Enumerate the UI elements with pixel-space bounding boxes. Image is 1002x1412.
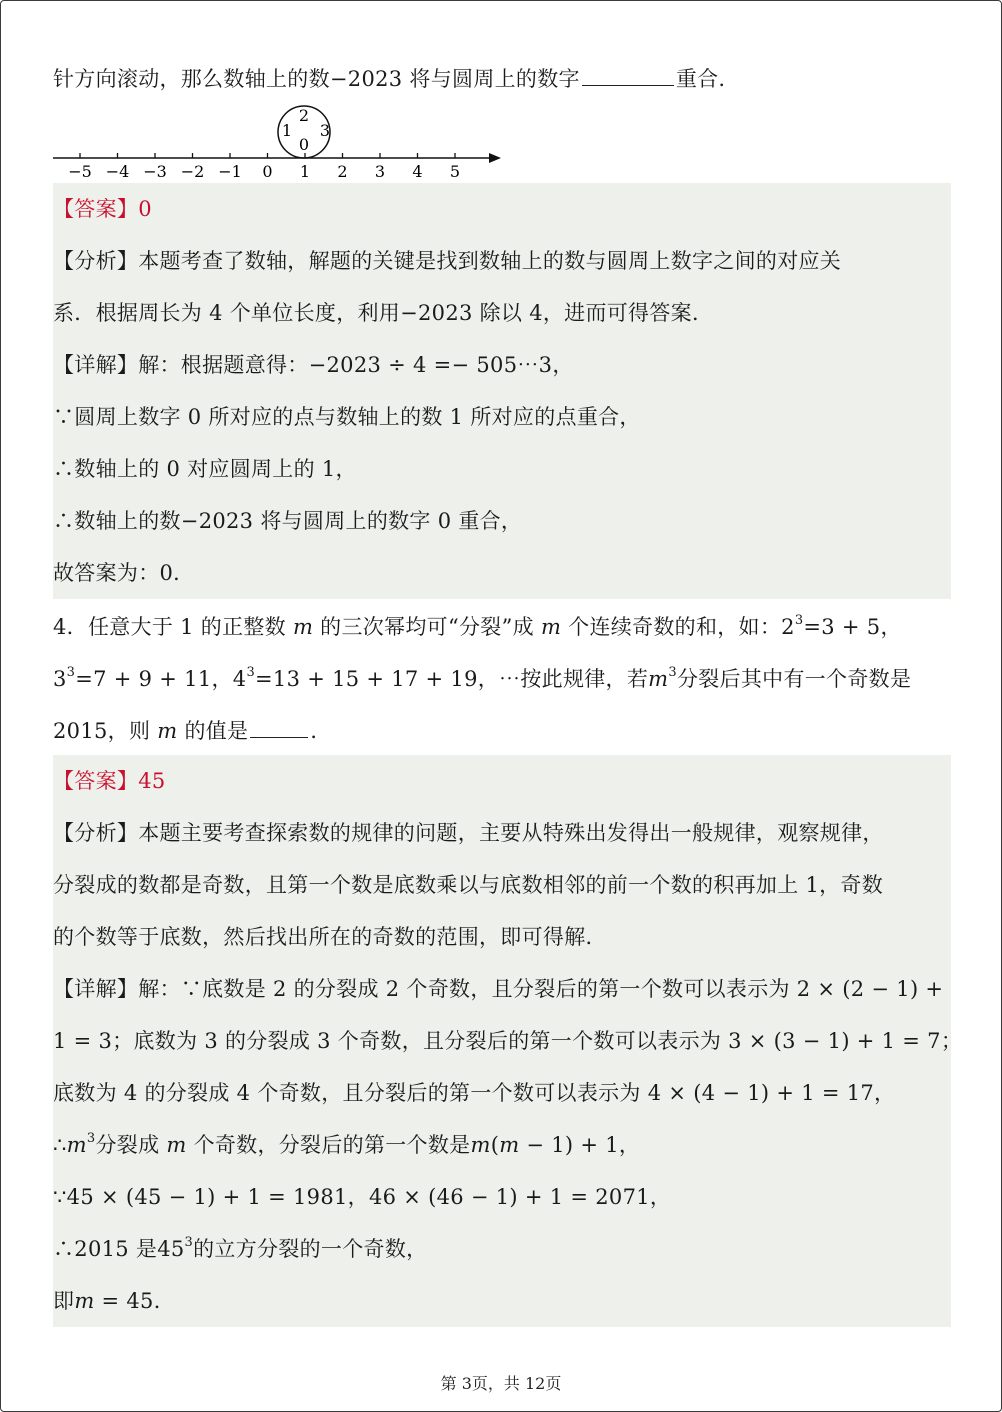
text-span: ∴2015 是45 <box>53 1237 185 1261</box>
text-span: 个奇数，分裂后的第一个数是 <box>193 1133 471 1157</box>
text-span: ． <box>310 719 332 743</box>
analysis-4-line-1: 【分析】本题主要考查探索数的规律的问题，主要从特殊出发得出一般规律，观察规律， <box>53 821 884 845</box>
axis-tick-label: −1 <box>218 162 242 181</box>
text-span: =13 + 15 + 17 + 19，⋯按此规律，若 <box>255 667 649 691</box>
analysis-4-line-2: 分裂成的数都是奇数，且第一个数是底数乘以与底数相邻的前一个数的积再加上 1，奇数 <box>53 873 884 897</box>
detail-3-line-1: 【详解】解：根据题意得：−2023 ÷ 4 =− 505⋯3， <box>53 353 574 377</box>
detail-3-line-5: 故答案为：0． <box>53 561 195 585</box>
axis-tick-label: −3 <box>143 162 167 181</box>
text-span: 的立方分裂的一个奇数， <box>193 1237 428 1261</box>
question-4-line-3 <box>53 705 332 757</box>
variable-m: m <box>470 1133 491 1157</box>
detail-4-line-1: 【详解】解：∵底数是 2 的分裂成 2 个奇数，且分裂后的第一个数可以表示为 2 × (2 − 1) + <box>53 977 944 1001</box>
circle-label-top: 2 <box>298 106 310 125</box>
variable-m: m <box>292 615 314 639</box>
axis-arrow-icon <box>489 153 501 163</box>
question-3-end: 重合. <box>675 67 726 91</box>
text-span: 的三次幂均可“分裂”成 <box>320 615 534 639</box>
text-span: = 45． <box>101 1289 176 1313</box>
variable-m: m <box>540 615 562 639</box>
text-span: 的值是 <box>184 719 249 743</box>
page-footer: 第 3页，共 12页 <box>440 1374 562 1393</box>
text-span: 4．任意大于 1 的正整数 <box>53 615 286 639</box>
question-3-text: 针方向滚动，那么数轴上的数−2023 将与圆周上的数字 <box>53 67 580 91</box>
axis-tick-label: −2 <box>180 162 205 181</box>
exponent: 3 <box>184 1235 194 1250</box>
axis-tick-label: 1 <box>299 162 311 181</box>
detail-3-line-2: ∵圆周上数字 0 所对应的点与数轴上的数 1 所对应的点重合， <box>53 405 641 429</box>
analysis-3-line-1: 【分析】本题考查了数轴，解题的关键是找到数轴上的数与圆周上数字之间的对应关 <box>53 249 842 273</box>
answer-value: 0 <box>138 197 152 221</box>
detail-3-line-4: ∴数轴上的数−2023 将与圆周上的数字 0 重合， <box>53 509 523 533</box>
detail-4-line-2: 1 = 3；底数为 3 的分裂成 3 个奇数，且分裂后的第一个数可以表示为 3 × (3 − 1) + 1 = 7； <box>53 1029 963 1053</box>
answer-4-line <box>53 755 166 807</box>
answer-tag: 【答案】 <box>53 197 139 221</box>
answer-tag: 【答案】 <box>53 769 139 793</box>
text-span: ∴ <box>53 1133 67 1157</box>
answer-value: 45 <box>138 769 166 793</box>
circle-label-left: 1 <box>281 121 293 140</box>
text-span: =7 + 9 + 11，4 <box>75 667 247 691</box>
text-span: =3 + 5， <box>803 615 902 639</box>
question-4-line-1 <box>53 601 902 653</box>
exponent: 3 <box>66 665 76 680</box>
detail-4-line-3: 底数为 4 的分裂成 4 个奇数，且分裂后的第一个数可以表示为 4 × (4 − 1) + 1 = 17， <box>53 1081 896 1105</box>
question-4-line-2 <box>53 653 911 705</box>
exponent: 3 <box>668 665 677 680</box>
answer-blank <box>250 737 308 738</box>
text-span: 分裂后其中有一个奇数是 <box>676 667 912 691</box>
axis-tick-label: −4 <box>105 162 130 181</box>
text-span: 即 <box>53 1289 75 1313</box>
axis-tick-label: 5 <box>449 162 461 181</box>
variable-m: m <box>66 1133 87 1157</box>
analysis-4-line-3: 的个数等于底数，然后找出所在的奇数的范围，即可得解． <box>53 925 607 949</box>
text-span: 分裂成 <box>95 1133 160 1157</box>
text-span: 2015，则 <box>53 719 151 743</box>
axis-tick-label: 3 <box>374 162 386 181</box>
answer-blank <box>582 85 674 86</box>
detail-3-line-3: ∴数轴上的 0 对应圆周上的 1， <box>53 457 357 481</box>
circle-label-right: 3 <box>319 121 331 140</box>
detail-4-line-7 <box>53 1275 175 1327</box>
variable-m: m <box>648 667 669 691</box>
variable-m: m <box>166 1133 187 1157</box>
analysis-3-line-2: 系．根据周长为 4 个单位长度，利用−2023 除以 4，进而可得答案． <box>53 301 714 325</box>
variable-m: m <box>157 719 178 743</box>
axis-ticks <box>68 153 460 181</box>
detail-4-line-6 <box>53 1223 427 1275</box>
question-3-tail <box>53 53 725 105</box>
text-span: 个连续奇数的和，如：2 <box>568 615 795 639</box>
detail-4-line-4 <box>53 1119 640 1171</box>
exponent: 3 <box>246 665 256 680</box>
text-span: 3 <box>53 667 67 691</box>
number-line-figure <box>53 103 513 183</box>
detail-4-line-5: ∵45 × (45 − 1) + 1 = 1981，46 × (46 − 1) + 1 = 2071， <box>53 1185 672 1209</box>
variable-m: m <box>74 1289 95 1313</box>
text-span: − 1) + 1， <box>526 1133 641 1157</box>
answer-3-line <box>53 183 152 235</box>
axis-tick-label: 0 <box>262 162 273 181</box>
axis-tick-label: 2 <box>337 162 348 181</box>
axis-tick-label: 4 <box>412 162 423 181</box>
variable-m: m <box>499 1133 520 1157</box>
text-span: ( <box>490 1133 500 1157</box>
circle-label-bottom: 0 <box>298 135 310 154</box>
axis-tick-label: −5 <box>68 162 92 181</box>
exponent: 3 <box>794 613 804 628</box>
exponent: 3 <box>86 1131 96 1146</box>
